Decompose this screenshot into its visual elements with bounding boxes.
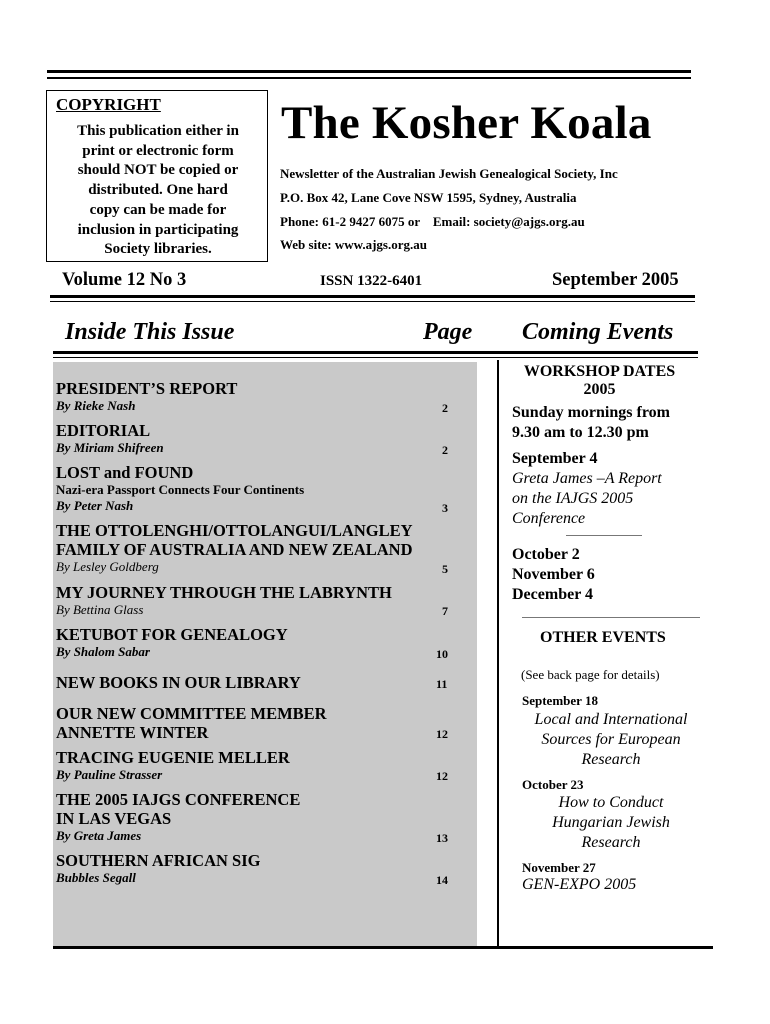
bottom-rule: [53, 946, 713, 949]
newsletter-subtitle: Newsletter of the Australian Jewish Genealogical Society, Inc: [280, 166, 618, 181]
toc-entry[interactable]: [56, 673, 301, 692]
toc-title: PRESIDENT’S REPORT: [56, 379, 238, 398]
toc-author: Bubbles Segall: [56, 870, 136, 885]
toc-author: By Pauline Strasser: [56, 767, 163, 782]
heading-rule-thin: [53, 357, 698, 358]
toc-author: By Shalom Sabar: [56, 644, 150, 659]
event-line: Local and International: [534, 711, 688, 728]
toc-title: EDITORIAL: [56, 421, 151, 440]
toc-page: 7: [442, 604, 448, 618]
workshop-heading-line: 2005: [583, 381, 616, 398]
event-date: October 2: [512, 546, 580, 563]
workshop-description: [512, 403, 670, 443]
toc-page: 13: [436, 831, 448, 845]
event-date: November 6: [512, 566, 595, 583]
workshop-line: Sunday mornings from: [512, 404, 670, 421]
copyright-line: This publication either in: [77, 123, 239, 139]
toc-page: 3: [442, 501, 448, 515]
toc-page: 14: [436, 873, 448, 887]
postal-address: P.O. Box 42, Lane Cove NSW 1595, Sydney, Australia: [280, 190, 577, 205]
toc-title: LOST and FOUND: [56, 463, 194, 482]
toc-title: THE 2005 IAJGS CONFERENCE: [56, 790, 301, 809]
heading-rule-thick: [53, 351, 698, 354]
toc-entry[interactable]: [56, 583, 392, 618]
event-date: September 4: [512, 450, 598, 467]
event-line: GEN-EXPO 2005: [522, 876, 637, 893]
toc-page: 2: [442, 443, 448, 457]
toc-author: By Peter Nash: [56, 498, 134, 513]
column-divider: [497, 360, 499, 948]
copyright-box: [46, 90, 268, 262]
toc-page: 11: [436, 677, 448, 691]
workshop-dates-list: [512, 545, 595, 605]
issue-bar-rule-thick: [50, 295, 695, 298]
toc-author: By Bettina Glass: [56, 602, 144, 617]
event-line: How to Conduct: [558, 794, 664, 811]
toc-page: 5: [442, 562, 448, 576]
event-line: Research: [581, 834, 641, 851]
workshop-heading-line: WORKSHOP DATES: [523, 363, 676, 380]
event-line: Research: [581, 751, 641, 768]
event-description: [518, 793, 704, 853]
event-line: Conference: [512, 510, 586, 527]
copyright-line: distributed. One hard: [88, 182, 228, 199]
toc-title: NEW BOOKS IN OUR LIBRARY: [56, 673, 301, 692]
issn: ISSN 1322-6401: [320, 273, 423, 289]
event-line: Sources for European: [541, 731, 681, 748]
toc-entry[interactable]: [56, 790, 300, 844]
toc-title: FAMILY OF AUSTRALIA AND NEW ZEALAND: [56, 540, 413, 559]
event-date: November 27: [522, 860, 596, 875]
toc-title: THE OTTOLENGHI/OTTOLANGUI/LANGLEY: [56, 521, 413, 540]
toc-entry[interactable]: [56, 704, 327, 742]
workshop-line: 9.30 am to 12.30 pm: [512, 424, 649, 441]
toc-entry[interactable]: [56, 748, 290, 783]
toc-page: 12: [436, 769, 448, 783]
events-divider: [522, 617, 700, 618]
events-short-divider: [566, 535, 642, 536]
coming-events-heading: Coming Events: [522, 319, 674, 345]
toc-author: By Rieke Nash: [56, 398, 136, 413]
toc-title: KETUBOT FOR GENEALOGY: [56, 625, 288, 644]
toc-entry[interactable]: [56, 379, 237, 414]
contact-line: Phone: 61-2 9427 6075 or Email: society@ajgs.org.au: [280, 214, 585, 229]
toc-title: OUR NEW COMMITTEE MEMBER: [56, 704, 327, 723]
toc-entry[interactable]: [56, 851, 260, 886]
copyright-heading: COPYRIGHT: [56, 95, 161, 114]
copyright-line: should NOT be copied or: [77, 162, 239, 179]
toc-title: MY JOURNEY THROUGH THE LABRYNTH: [56, 583, 392, 602]
issue-date: September 2005: [552, 270, 679, 290]
toc-author: By Miriam Shifreen: [56, 440, 164, 455]
other-events-note: (See back page for details): [521, 667, 660, 682]
event-date: October 23: [522, 777, 584, 792]
toc-title: IN LAS VEGAS: [56, 809, 172, 828]
event-line: Hungarian Jewish: [552, 814, 670, 831]
copyright-text: [53, 122, 263, 260]
event-date: December 4: [512, 586, 593, 603]
issue-bar-rule-thin: [50, 301, 695, 302]
event-line: on the IAJGS 2005: [512, 490, 634, 507]
event-description: [512, 469, 662, 529]
page-heading: Page: [423, 319, 473, 345]
inside-heading: Inside This Issue: [65, 319, 235, 345]
toc-page: 2: [442, 401, 448, 415]
volume-number: Volume 12 No 3: [62, 270, 187, 290]
toc-panel: [53, 362, 477, 946]
top-rule-thick: [47, 70, 691, 73]
other-events-heading: OTHER EVENTS: [540, 629, 666, 646]
copyright-line: print or electronic form: [82, 142, 234, 159]
toc-title: ANNETTE WINTER: [56, 723, 209, 742]
toc-author: By Greta James: [56, 828, 142, 843]
event-description: [522, 876, 636, 894]
event-date: September 18: [522, 693, 598, 708]
toc-page: 10: [436, 647, 448, 661]
toc-entry[interactable]: [56, 421, 164, 456]
toc-title: TRACING EUGENIE MELLER: [56, 748, 290, 767]
toc-page: 12: [436, 727, 448, 741]
newsletter-title: The Kosher Koala: [281, 97, 652, 149]
workshop-heading: [512, 363, 687, 399]
toc-entry[interactable]: [56, 463, 304, 514]
toc-author: By Lesley Goldberg: [56, 559, 159, 574]
copyright-line: Society libraries.: [104, 241, 212, 258]
event-description: [518, 710, 704, 770]
toc-title: SOUTHERN AFRICAN SIG: [56, 851, 261, 870]
copyright-line: inclusion in participating: [77, 221, 239, 238]
event-line: Greta James –A Report: [512, 470, 662, 487]
toc-subtitle: Nazi-era Passport Connects Four Continents: [56, 482, 305, 497]
toc-entry[interactable]: [56, 521, 413, 575]
copyright-line: copy can be made for: [89, 201, 227, 218]
top-rule-thin: [47, 77, 691, 79]
website-line: Web site: www.ajgs.org.au: [280, 237, 427, 252]
toc-entry[interactable]: [56, 625, 288, 660]
